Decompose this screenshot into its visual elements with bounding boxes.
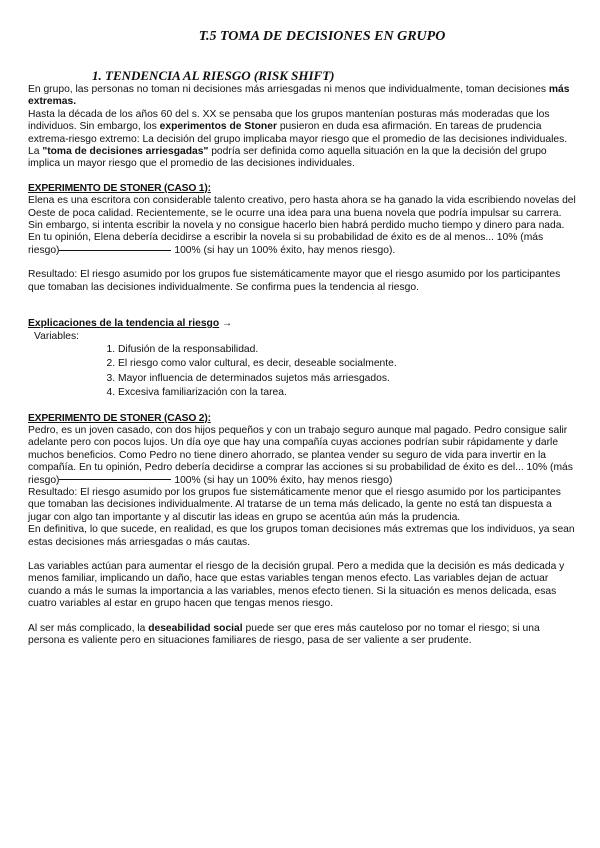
document-title: T.5 TOMA DE DECISIONES EN GRUPO — [198, 29, 446, 44]
list-item: 3. Mayor influencia de determinados sujetos más arriesgados. — [118, 372, 576, 386]
variables-list — [28, 343, 576, 401]
list-item: 2. El riesgo como valor cultural, es decir, deseable socialmente. — [118, 357, 576, 371]
case2-story: Pedro, es un joven casado, con dos hijos pequeños y con un trabajo seguro aunque mal pagado. Pedro consigue salir adelante pero con pocos lujos. Un día oye que hay una compañía cuyas acciones podrían subir rápidamente y darle muchos beneficios. Como Pedro no tiene dinero ahorrado, se plantea vender su seguro de vida para invertir en la compañía. En tu opinión, Pedro debería decidirse a comprar las acciones si su probabilidad de éxito es del... 10% (más riesgo) 100% (si hay un 100% éxito, hay menos riesgo) — [28, 424, 573, 486]
document-page — [28, 28, 576, 647]
case1-result: Resultado: El riesgo asumido por los grupos fue sistemáticamente mayor que el riesgo asumido por los participantes que tomaban las decisiones individualmente. Se confirma pues la tendencia al riesgo. — [28, 269, 561, 293]
paragraph-definition: La "toma de decisiones arriesgadas" podría ser definida como aquella situación en la que la decisión del grupo implica un mayor riesgo que el promedio de las decisiones individuales. — [28, 146, 547, 170]
section-heading-risk-shift: 1. TENDENCIA AL RIESGO (RISK SHIFT) — [92, 68, 335, 83]
explanations-heading: Explicaciones de la tendencia al riesgo → — [28, 318, 233, 330]
paragraph-intro: En grupo, las personas no toman ni decisiones más arriesgadas ni menos que individualmente, toman decisiones más extremas. — [28, 84, 570, 108]
variables-label: Variables: — [34, 330, 80, 342]
case1-story: Elena es una escritora con considerable talento creativo, pero hasta ahora se ha ganado la vida escribiendo novelas del Oeste de poca calidad. Recientemente, se le ocurre una idea para una buena novela que podría impulsar su carrera. Sin embargo, si intenta escribir la novela y no consigue hacerlo bien habrá perdido mucho tiempo y dinero para nada. — [28, 195, 576, 232]
paragraph-history: Hasta la década de los años 60 del s. XX se pensaba que los grupos mantenían posturas más moderadas que los individuos. Sin embargo, los experimentos de Stoner pusieron en duda esa afirmación. En tareas de prudencia extrema-riesgo extremo: La decisión del grupo implicaba mayor riesgo que el promedio de las decisiones individuales. — [28, 108, 568, 145]
case2-conclusion: En definitiva, lo que sucede, en realidad, es que los grupos toman decisiones más extremas que los individuos, ya sean estas decisiones más arriesgadas o más cautas. — [28, 524, 575, 548]
list-item: 4. Excesiva familiarización con la tarea. — [118, 386, 576, 400]
scale-line — [59, 250, 171, 251]
case1-question: En tu opinión, Elena debería decidirse a escribir la novela si su probabilidad de éxito es de al menos... 10% (más riesgo) 100% (si hay un 100% éxito, hay menos riesgo). — [28, 232, 544, 256]
case1-heading: EXPERIMENTO DE STONER (CASO 1): — [28, 182, 211, 194]
list-item: 1. Difusión de la responsabilidad. — [118, 343, 576, 357]
closing-paragraph-variables: Las variables actúan para aumentar el riesgo de la decisión grupal. Pero a medida que la decisión es más dedicada y menos familiar, implicando un daño, hace que estas variables tengan menos efecto. Las variables dejan de actuar cuando a más le sumas la importancia a las variables, menos efecto tienen. Si la situación es menos delicada, esas cuatro variables al estar en grupo hacen que tengas menos riesgo. — [28, 561, 565, 610]
scale-line — [59, 479, 171, 480]
case2-result: Resultado: El riesgo asumido por los grupos fue sistemáticamente menor que el riesgo asumido por los participantes que tomaban las decisiones individualmente. Al tratarse de un tema más delicado, la gente no está tan dispuesta a jugar con algo tan importante y al discutir las ideas en grupo se acentúa aún más la prudencia. — [28, 486, 561, 523]
arrow-icon: → — [219, 318, 233, 330]
case2-heading: EXPERIMENTO DE STONER (CASO 2): — [28, 412, 211, 424]
closing-paragraph-social: Al ser más complicado, la deseabilidad social puede ser que eres más cauteloso por no tomar el riesgo; si una persona es valiente pero en situaciones familiares de riesgo, pasa de ser valiente a ser prudente. — [28, 622, 540, 647]
